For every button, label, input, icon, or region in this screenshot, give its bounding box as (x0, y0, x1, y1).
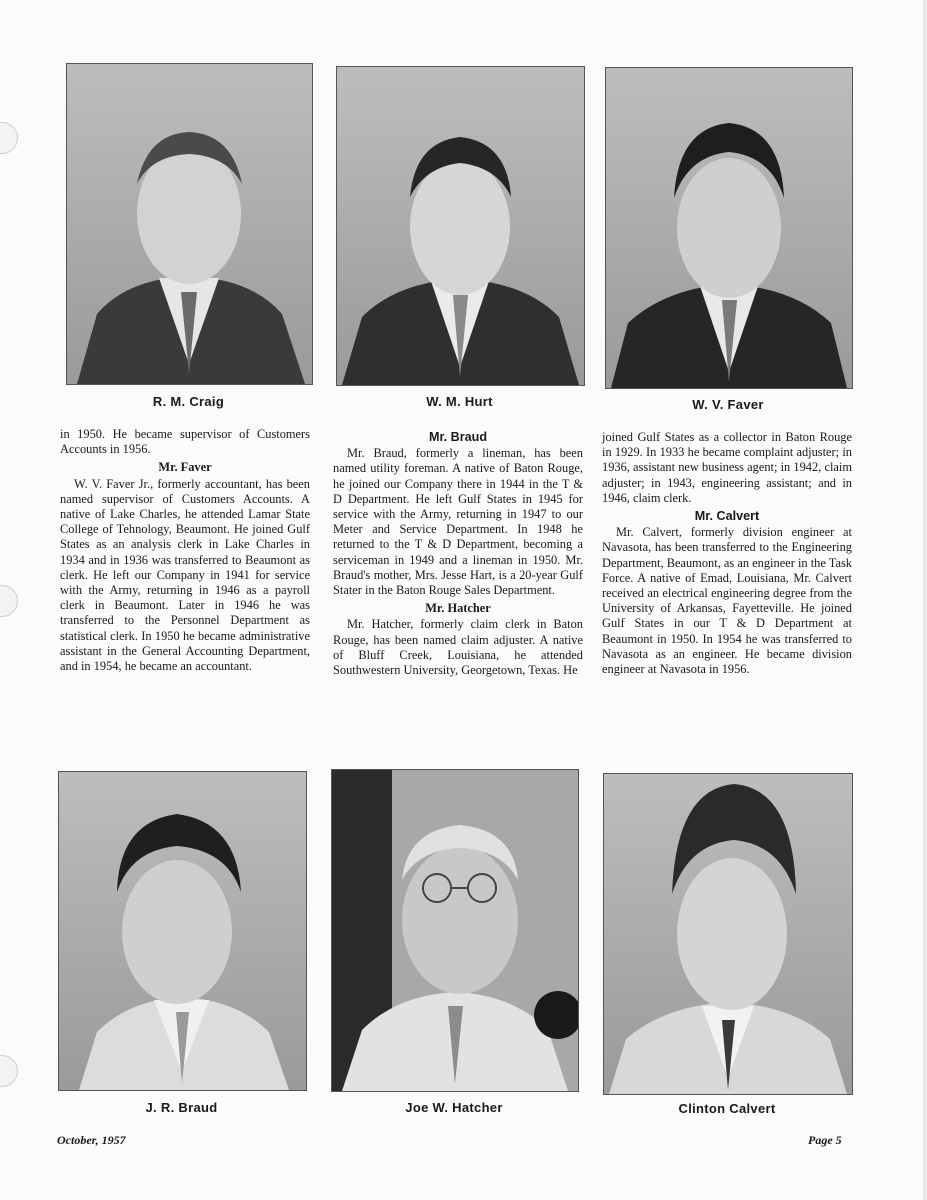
portrait-silhouette (67, 64, 312, 384)
portrait-silhouette (606, 68, 852, 388)
portrait-photo-craig (66, 63, 313, 385)
paragraph-calvert: Mr. Calvert, formerly division engineer at Navasota, has been transferred to the Engineering Department, Beaumont, as an engineer in the Task Force. A native of Emad, Louisiana, Mr. Calvert received an electrical engineering degree from the University of Arkansas, Fayetteville. He joined Gulf States in our T & D Department at Beaumont in 1950. In 1954 he was transferred to Navasota as an engineer. He became division engineer at Navasota in 1956. (602, 525, 852, 677)
photo-caption: W. M. Hurt (426, 394, 493, 409)
portrait-silhouette (337, 67, 584, 385)
binder-hole (0, 585, 18, 617)
portrait-photo-faver (605, 67, 853, 389)
paragraph-faver: W. V. Faver Jr., formerly accountant, has been named supervisor of Customers Accounts. A native of Lake Charles, he attended Lamar State College of Tehnology, Beaumont. He joined Gulf States as an analysis clerk in Lake Charles in 1934 and in 1936 was transferred to Beaumont as clerk. He left our Company in 1941 for service with the Army, returning in 1946 as a payroll clerk in Beaumont. Later in 1946 he was transferred to the Personnel Department as statistical clerk. In 1950 he became administrative assistant in the General Accounting Department, and in 1954, he became an accountant. (60, 476, 310, 674)
footer-page-number: Page 5 (808, 1133, 842, 1147)
page-edge (923, 0, 927, 1200)
photo-caption: J. R. Braud (145, 1100, 218, 1115)
binder-hole (0, 1055, 18, 1087)
portrait-silhouette (604, 774, 852, 1094)
article-column-1 (60, 427, 310, 674)
portrait-photo-hatcher (331, 769, 579, 1092)
portrait-photo-calvert (603, 773, 853, 1095)
article-column-3 (602, 430, 852, 677)
paragraph-craig-end: in 1950. He became supervisor of Customers Accounts in 1956. (60, 427, 310, 457)
photo-caption: Clinton Calvert (678, 1101, 776, 1116)
paragraph-hatcher-end: joined Gulf States as a collector in Baton Rouge in 1929. In 1933 he became complaint adjuster; in 1936, assistant new business agent; in 1942, claim adjuster; in 1943, engineering assistant; and in 1946, claim clerk. (602, 430, 852, 505)
binder-hole (0, 122, 18, 154)
portrait-silhouette (59, 772, 306, 1090)
article-column-2 (333, 427, 583, 678)
portrait-silhouette (332, 770, 578, 1091)
section-heading-faver: Mr. Faver (158, 460, 212, 475)
paragraph-hatcher: Mr. Hatcher, formerly claim clerk in Baton Rouge, has been named claim adjuster. A native of Bluff Creek, Louisiana, he attended Southwestern University, Georgetown, Texas. He (333, 617, 583, 678)
photo-caption: Joe W. Hatcher (405, 1100, 503, 1115)
section-heading-calvert: Mr. Calvert (694, 509, 760, 524)
section-heading-hatcher: Mr. Hatcher (425, 601, 491, 616)
portrait-photo-hurt (336, 66, 585, 386)
photo-caption: R. M. Craig (152, 394, 225, 409)
footer-date: October, 1957 (57, 1133, 126, 1147)
portrait-photo-braud (58, 771, 307, 1091)
photo-caption: W. V. Faver (692, 397, 764, 412)
paragraph-braud: Mr. Braud, formerly a lineman, has been named utility foreman. A native of Baton Rouge, he joined our Company there in 1944 in the T & D Department. He left Gulf States in 1945 for service with the Army, returning in 1947 to our Meter and Service Department. In 1948 he returned to the T & D Department, becoming a serviceman in 1949 and a lineman in 1950. Mr. Braud's mother, Mrs. Jesse Hart, is a 20-year Gulf Stater in the Baton Rouge Sales Department. (333, 446, 583, 598)
section-heading-braud: Mr. Braud (428, 430, 488, 444)
